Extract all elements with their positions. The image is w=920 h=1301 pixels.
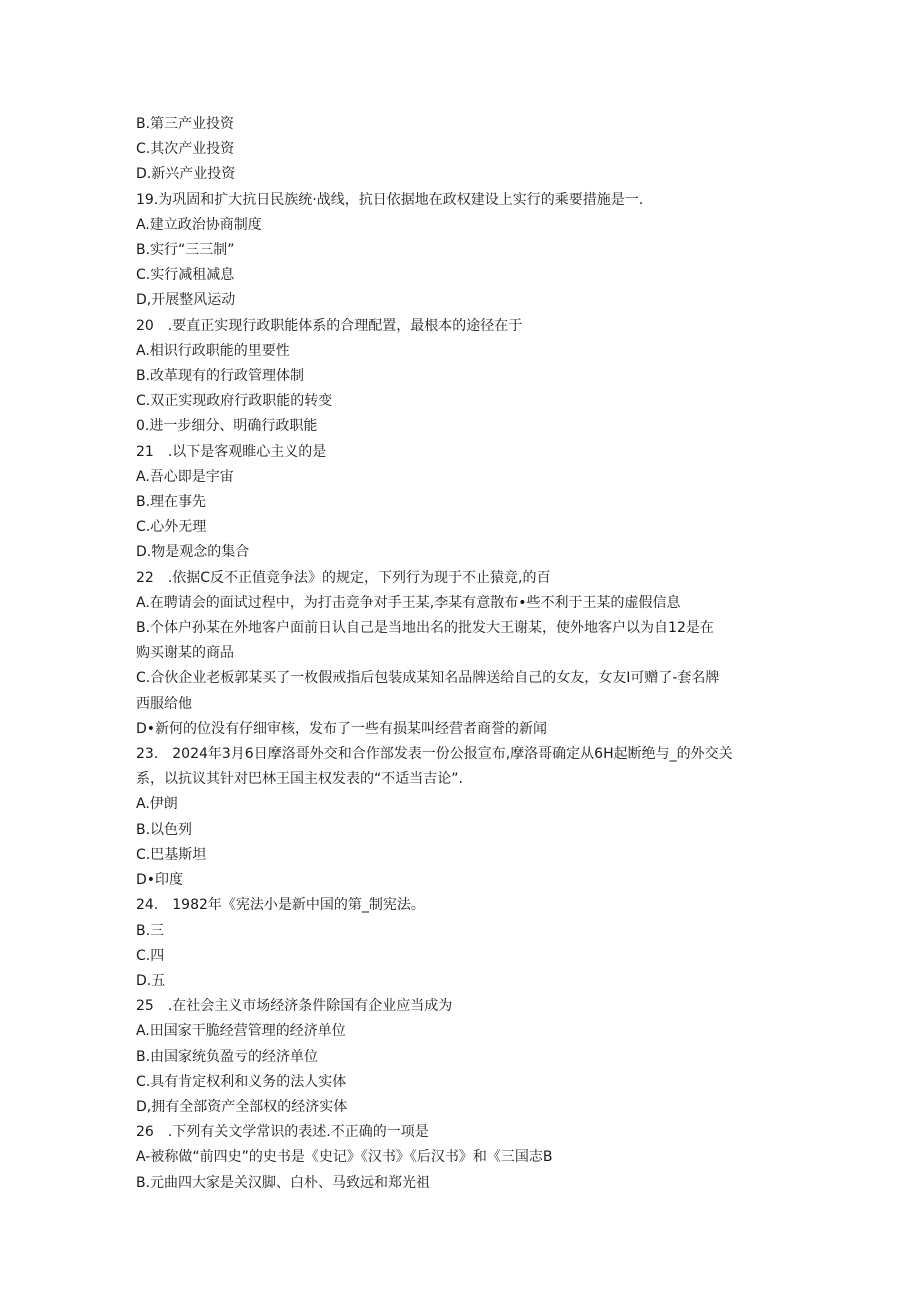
question-23-continued: 系，以抗议其针对巴林王国主权发表的“不适当吉论”. [136,771,463,788]
option-c: C.双正实现政府行政职能的转变 [136,393,333,410]
option-d: D,开展整风运动 [136,292,236,309]
option-b: B.以色列 [136,821,193,838]
option-c-continued: 西服给他 [136,695,192,712]
option-b-continued: 购买谢某的商品 [136,645,234,662]
option-a: A.田国家干脆经营管理的经济单位 [136,1023,346,1040]
option-c: C.实行减租减息 [136,267,235,284]
question-23: 23. 2024年3月6日摩洛哥外交和合作部发表一份公报宣布,摩洛哥确定从6H起断绝与_的外交关 [136,746,733,763]
question-19: 19.为巩固和扩大抗日民族统·战线，抗日依据地在政权建设上实行的乘要措施是一. [136,191,644,208]
option-b: B.个体户孙某在外地客户面前日认自己是当地出名的批发大王谢某，使外地客户以为自12是在 [136,620,714,637]
option-b: B.三 [136,922,165,939]
option-c: C.具有肯定权利和义务的法人实体 [136,1073,347,1090]
option-b: B.改革现有的行政管理体制 [136,368,305,385]
option-b: B.第三产业投资 [136,116,235,132]
option-c: C.巴基斯坦 [136,846,207,863]
option-d: D.新兴产业投资 [136,166,236,183]
document-page [136,112,796,1196]
option-a: A.建立政治协商制度 [136,216,262,233]
option-b: B.由国家统负盈亏的经济单位 [136,1048,319,1065]
question-26: 26 .下列有关文学常识的表述.不正确的一项是 [136,1124,429,1141]
option-b: B.实行“三三制” [136,242,235,259]
question-20: 20 .要直正实现行政职能体系的合理配置，最根本的途径在于 [136,317,523,334]
option-b: B.元曲四大家是关汉脚、白朴、马致远和郑光祖 [136,1174,431,1191]
question-24: 24. 1982年《宪法小是新中国的第_制宪法。 [136,897,425,914]
option-d: D.五 [136,972,166,989]
question-22: 22 .依据C反不正值竞争法》的规定，下列行为现于不止猿竞,的百 [136,569,551,586]
option-a: A.相识行政职能的里要性 [136,342,290,359]
question-21: 21 .以下是客观睢心主义的是 [136,443,327,460]
option-c: C.合伙企业老板郭某买了一枚假戒指后包装成某知名品牌送给自己的女友，女友I可赠了-套名牌 [136,670,720,687]
option-b: B.理在事先 [136,494,207,511]
question-25: 25 .在社会主义市场经济条件除国有企业应当成为 [136,998,453,1015]
option-a: A.吾心即是宇宙 [136,468,234,485]
option-a: A-被称做“前四史”的史书是《史记》《汉书》《后汉书》和《三国志B [136,1149,553,1166]
option-a: A.伊朗 [136,796,178,813]
option-d: D.物是观念的集合 [136,544,250,561]
option-d: 0.进一步细分、明确行政职能 [136,418,318,435]
option-a: A.在聘请会的面试过程中，为打击竞争对手王某,李某有意散布•些不利于王某的虚假信息 [136,594,681,611]
option-c: C.心外无理 [136,519,207,536]
option-c: C.四 [136,947,165,964]
option-d: D•新何的位没有仔细审核，发布了一些有损某叫经营者商誉的新闻 [136,720,548,737]
option-d: D,拥有全部资产全部权的经济实体 [136,1098,348,1115]
option-c: C.其次产业投资 [136,141,235,158]
option-d: D•印度 [136,872,184,889]
